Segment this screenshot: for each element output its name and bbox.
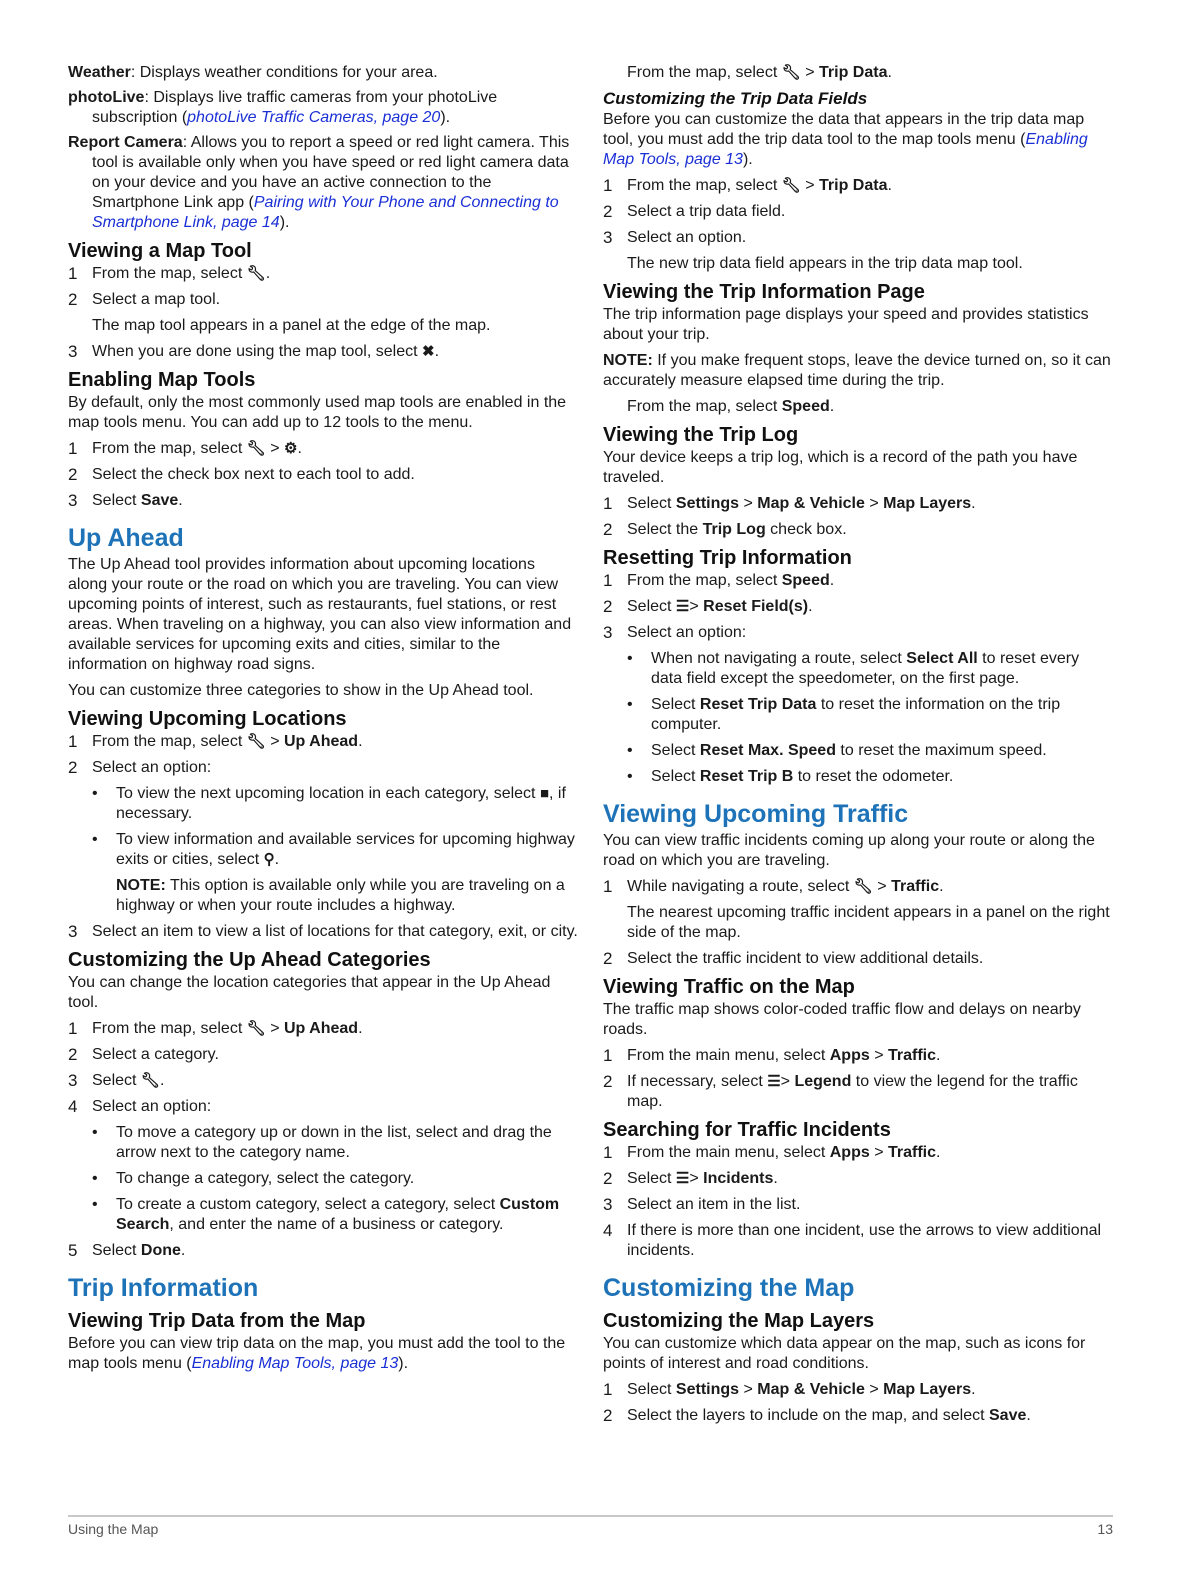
viewing-upcoming-locations-heading: Viewing Upcoming Locations	[68, 708, 347, 730]
enabling-map-tools-heading: Enabling Map Tools	[68, 369, 256, 391]
viewing-trip-data-heading: Viewing Trip Data from the Map	[68, 1310, 366, 1332]
bullet-item: • When not navigating a route, select Select All to reset every data field except the speedometer, on the first page.	[627, 650, 1080, 687]
wrench-icon: 🔧︎	[246, 265, 266, 282]
wrench-icon: 🔧︎	[781, 64, 801, 81]
step: 3 Select an item in the list.	[603, 1195, 801, 1214]
note: NOTE: This option is available only while you are traveling on a highway or when your route includes a highway.	[116, 877, 565, 914]
trip-information-heading: Trip Information	[68, 1274, 259, 1302]
step: 4 Select an option:	[68, 1097, 212, 1116]
step: 2 Select ☰> Reset Field(s).	[603, 597, 813, 616]
step: 1 From the main menu, select Apps > Traffic.	[603, 1046, 941, 1065]
customizing-map-layers-heading: Customizing the Map Layers	[603, 1310, 875, 1332]
step: 1 From the map, select 🔧︎ > Up Ahead.	[68, 1019, 363, 1038]
paragraph: You can change the location categories that appear in the Up Ahead tool.	[68, 974, 551, 1011]
bullet-item: • Select Reset Trip B to reset the odometer.	[627, 768, 954, 785]
step: 1 From the map, select 🔧︎ > Trip Data.	[603, 176, 892, 195]
menu-icon: ☰	[675, 1170, 690, 1187]
marker-icon: ■	[539, 785, 549, 802]
paragraph: The trip information page displays your speed and provides statistics about your trip.	[603, 306, 1089, 343]
paragraph: You can view traffic incidents coming up along your route or along the road on which you are traveling.	[603, 832, 1095, 869]
bullet-item: • Select Reset Trip Data to reset the information on the trip computer.	[627, 696, 1061, 733]
step: 2 If necessary, select ☰> Legend to view the legend for the traffic map.	[603, 1072, 1078, 1110]
step: 1 Select Settings > Map & Vehicle > Map Layers.	[603, 494, 976, 513]
page-number: 13	[1097, 1521, 1113, 1537]
wrench-icon: 🔧︎	[246, 440, 266, 457]
customizing-up-ahead-heading: Customizing the Up Ahead Categories	[68, 949, 431, 971]
paragraph: By default, only the most commonly used map tools are enabled in the map tools menu. You can add up to 12 tools to the menu.	[68, 394, 567, 431]
paragraph: Before you can view trip data on the map, you must add the tool to the map tools menu (Enabling Map Tools, page 13).	[68, 1335, 566, 1372]
resetting-trip-info-heading: Resetting Trip Information	[603, 547, 852, 569]
step: 1 From the map, select Speed.	[603, 571, 835, 590]
step: 2 Select the check box next to each tool to add.	[68, 465, 415, 484]
gear-icon: ⚙	[284, 440, 298, 457]
step-note: The new trip data field appears in the trip data map tool.	[627, 255, 1023, 272]
menu-icon: ☰	[767, 1073, 781, 1090]
bullet-item: • To view the next upcoming location in each category, select ■, if necessary.	[92, 785, 566, 822]
step: 3 Select Save.	[68, 491, 183, 510]
trip-data-line: From the map, select 🔧︎ > Trip Data.	[627, 64, 892, 81]
close-icon: ✖	[421, 343, 435, 360]
weather-definition: Weather: Displays weather conditions for your area.	[68, 64, 438, 81]
report-camera-definition: Report Camera: Allows you to report a speed or red light camera. This tool is available only when you have speed or red light camera data on your device and you have an active connection to the Smartphone Link app (Pairing with Your Phone and Connecting to Smartphone Link, page 14).	[68, 134, 570, 231]
step: 1 Select Settings > Map & Vehicle > Map Layers.	[603, 1380, 976, 1399]
enabling-map-tools-link[interactable]: Enabling Map Tools, page 13	[191, 1355, 399, 1372]
wrench-icon: 🔧︎	[781, 177, 801, 194]
viewing-trip-log-heading: Viewing the Trip Log	[603, 424, 799, 446]
step: 3 Select 🔧︎.	[68, 1071, 165, 1090]
customizing-trip-fields-heading: Customizing the Trip Data Fields	[603, 89, 868, 108]
paragraph: The traffic map shows color-coded traffic flow and delays on nearby roads.	[603, 1001, 1081, 1038]
viewing-map-tool-heading: Viewing a Map Tool	[68, 240, 252, 262]
photolive-link[interactable]: photoLive Traffic Cameras, page 20	[187, 109, 441, 126]
wrench-icon: 🔧︎	[246, 733, 266, 750]
footer-section: Using the Map	[68, 1521, 159, 1537]
paragraph: The Up Ahead tool provides information about upcoming locations along your route or the road on which you are traveling. You can view upcoming points of interest, such as restaurants, fuel stations, or rest areas. When traveling on a highway, you can also view information and available services for upcoming exits and cities, similar to the information on highway road signs.	[68, 556, 572, 673]
bullet-item: • Select Reset Max. Speed to reset the maximum speed.	[627, 742, 1047, 759]
up-ahead-heading: Up Ahead	[68, 524, 184, 552]
step: 2 Select a category.	[68, 1045, 219, 1064]
step: 2 Select a trip data field.	[603, 202, 786, 221]
step: 3 When you are done using the map tool, select ✖.	[68, 342, 440, 361]
step-line: From the map, select Speed.	[627, 398, 835, 415]
step: 2 Select the Trip Log check box.	[603, 520, 847, 539]
page-footer	[68, 1515, 1113, 1537]
paragraph: You can customize three categories to show in the Up Ahead tool.	[68, 682, 534, 699]
pairing-link[interactable]: Pairing with Your Phone and Connecting to Smartphone Link, page 14	[92, 194, 559, 231]
bullet-item: • To move a category up or down in the list, select and drag the arrow next to the category name.	[92, 1124, 552, 1161]
step: 3 Select an option.	[603, 228, 747, 247]
bullet-item: • To view information and available services for upcoming highway exits or cities, select ⚲.	[92, 831, 575, 868]
step: 5 Select Done.	[68, 1241, 186, 1260]
paragraph: Before you can customize the data that appears in the trip data map tool, you must add the trip data tool to the map tools menu (Enabling Map Tools, page 13).	[603, 111, 1088, 168]
paragraph: Your device keeps a trip log, which is a record of the path you have traveled.	[603, 449, 1078, 486]
searching-traffic-heading: Searching for Traffic Incidents	[603, 1119, 891, 1141]
step: 2 Select the layers to include on the map, and select Save.	[603, 1406, 1031, 1425]
step: 1 While navigating a route, select 🔧︎ > Traffic.	[603, 877, 944, 896]
step: 2 Select a map tool.	[68, 290, 221, 309]
step: 1 From the map, select 🔧︎.	[68, 264, 271, 283]
step: 1 From the map, select 🔧︎ > ⚙.	[68, 439, 302, 458]
menu-icon: ☰	[675, 598, 690, 615]
right-column	[603, 63, 1113, 1432]
step: 4 If there is more than one incident, use the arrows to view additional incidents.	[603, 1221, 1102, 1259]
bullet-item: • To create a custom category, select a category, select Custom Search, and enter the name of a business or category.	[92, 1196, 560, 1233]
customizing-map-heading: Customizing the Map	[603, 1274, 855, 1302]
step: 1 From the main menu, select Apps > Traffic.	[603, 1143, 941, 1162]
step: 1 From the map, select 🔧︎ > Up Ahead.	[68, 732, 363, 751]
paragraph: You can customize which data appear on the map, such as icons for points of interest and road conditions.	[603, 1335, 1086, 1372]
wrench-icon: 🔧︎	[246, 1020, 266, 1037]
viewing-upcoming-traffic-heading: Viewing Upcoming Traffic	[603, 800, 909, 828]
left-column	[68, 63, 578, 1380]
step-note: The nearest upcoming traffic incident appears in a panel on the right side of the map.	[627, 904, 1110, 941]
wrench-icon: 🔧︎	[140, 1072, 160, 1089]
photolive-definition: photoLive: Displays live traffic cameras from your photoLive subscription (photoLive Traffic Cameras, page 20).	[68, 89, 498, 126]
step: 2 Select an option:	[68, 758, 212, 777]
wrench-icon: 🔧︎	[853, 878, 873, 895]
step: 3 Select an option:	[603, 623, 747, 642]
step: 2 Select the traffic incident to view additional details.	[603, 949, 984, 968]
viewing-trip-info-page-heading: Viewing the Trip Information Page	[603, 281, 925, 303]
enabling-map-tools-link[interactable]: Enabling Map Tools, page 13	[603, 131, 1088, 168]
step: 3 Select an item to view a list of locations for that category, exit, or city.	[68, 922, 578, 941]
step-note: The map tool appears in a panel at the edge of the map.	[92, 317, 491, 334]
note: NOTE: If you make frequent stops, leave the device turned on, so it can accurately measure elapsed time during the trip.	[603, 352, 1111, 389]
exit-icon: ⚲	[263, 851, 275, 868]
viewing-traffic-map-heading: Viewing Traffic on the Map	[603, 976, 855, 998]
step: 2 Select ☰> Incidents.	[603, 1169, 778, 1188]
bullet-item: • To change a category, select the category.	[92, 1170, 415, 1187]
